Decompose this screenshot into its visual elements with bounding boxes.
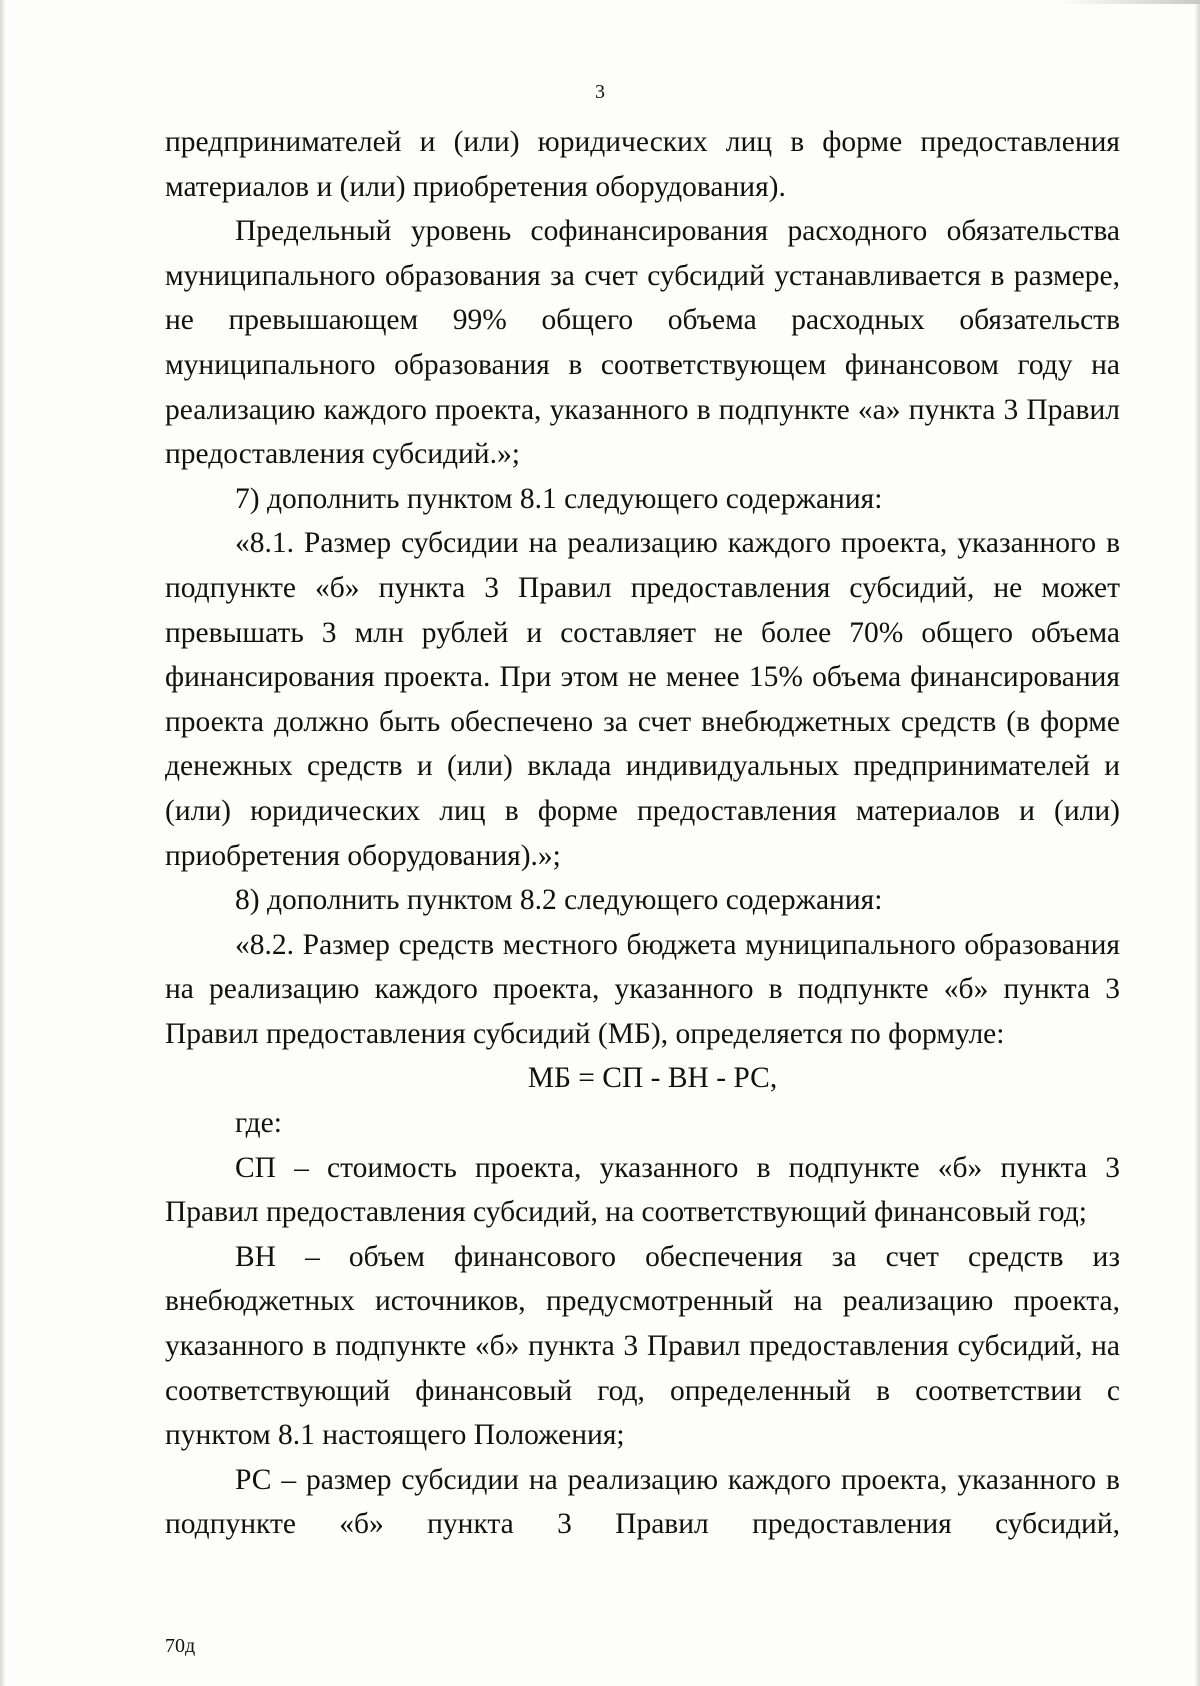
- page-number: 3: [595, 81, 605, 103]
- scan-edge-right: [1194, 0, 1200, 1686]
- paragraph-clause-8-1: «8.1. Размер субсидии на реализацию каждого проекта, указанного в подпункте «б» пункта 3 Правил предоставления субсидий, не может превышать 3 млн рублей и составляет не более 70% общего объема финансирования проекта. При этом не менее 15% объема финансирования проекта должно быть обеспечено за счет внебюджетных средств (в форме денежных средств и (или) вклада индивидуальных предпринимателей и (или) юридических лиц в форме предоставления материалов и (или) приобретения оборудования).»;: [165, 527, 1120, 872]
- paragraph-item-7: 7) дополнить пунктом 8.1 следующего содержания:: [235, 482, 883, 515]
- paragraph-clause-8-2: «8.2. Размер средств местного бюджета муниципального образования на реализацию каждого проекта, указанного в подпункте «б» пункта 3 Правил предоставления субсидий (МБ), определяется по формуле:: [165, 928, 1120, 1050]
- paragraph-item-8: 8) дополнить пунктом 8.2 следующего содержания:: [235, 884, 883, 917]
- definition-vn: ВН – объем финансового обеспечения за счет средств из внебюджетных источников, предусмотренный на реализацию проекта, указанного в подпункте «б» пункта 3 Правил предоставления субсидий, на соответствующий финансовый год, определенный в соответствии с пунктом 8.1 настоящего Положения;: [165, 1240, 1120, 1452]
- document-body: [165, 120, 1120, 1547]
- definition-rs: РС – размер субсидии на реализацию каждого проекта, указанного в подпункте «б» пункта 3 Правил предоставления субсидий,: [165, 1463, 1120, 1541]
- paragraph-continuation: предпринимателей и (или) юридических лиц в форме предоставления материалов и (или) приобретения оборудования).: [165, 126, 1120, 203]
- paragraph-cofinancing-limit: Предельный уровень софинансирования расходного обязательства муниципального образования за счет субсидий устанавливается в размере, не превышающем 99% общего объема расходных обязательств муниципального образования в соответствующем финансовом году на реализацию каждого проекта, указанного в подпункте «а» пункта 3 Правил предоставления субсидий.»;: [165, 215, 1120, 471]
- definition-sp: СП – стоимость проекта, указанного в подпункте «б» пункта 3 Правил предоставления субсидий, на соответствующий финансовый год;: [165, 1151, 1120, 1229]
- scan-edge-left: [0, 0, 6, 1686]
- footer-code: 70д: [165, 1635, 196, 1657]
- paragraph-where: где:: [235, 1107, 282, 1140]
- scan-edge-top: [1060, 0, 1200, 4]
- formula: МБ = СП - ВН - РС,: [527, 1062, 778, 1095]
